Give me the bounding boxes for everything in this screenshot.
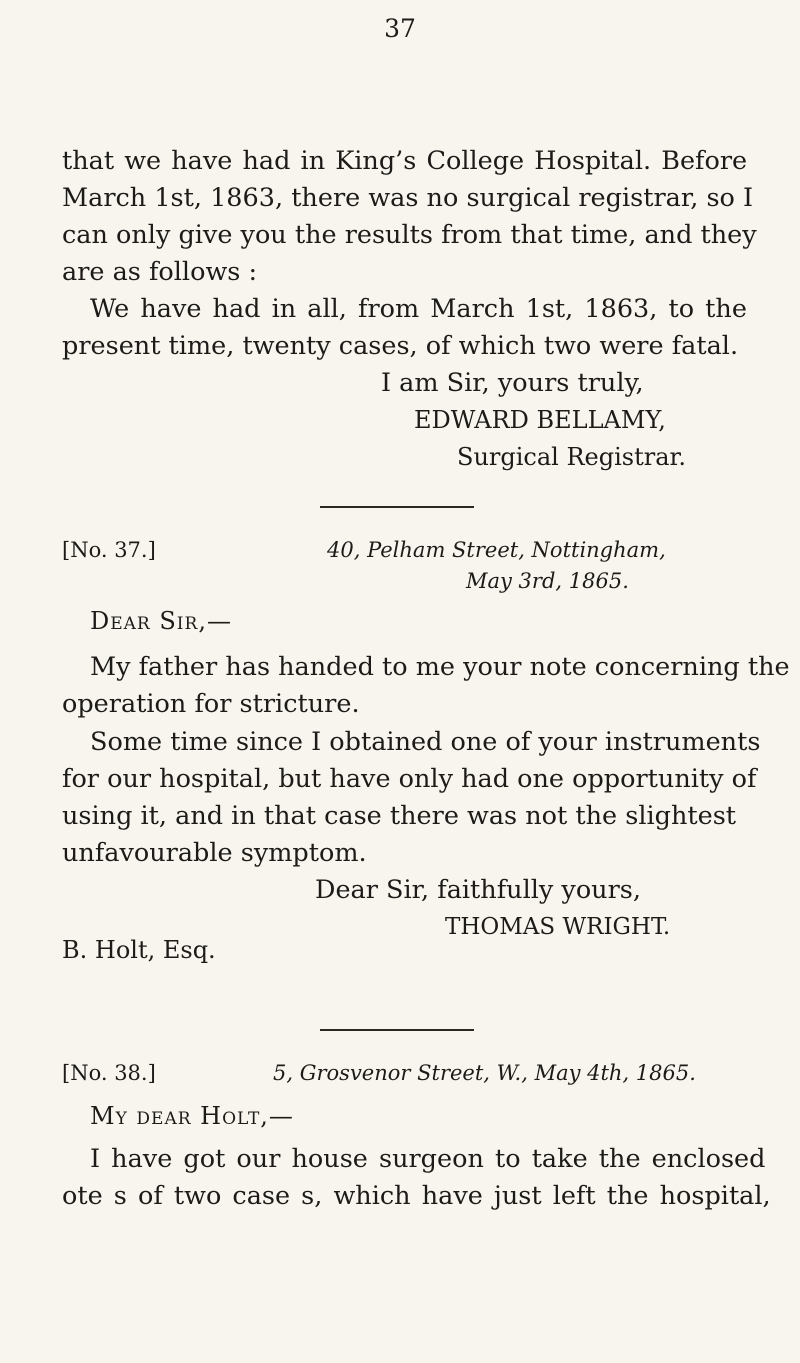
letter2-body-line-1: My father has handed to me your note concerning the xyxy=(90,652,790,682)
letter1-body-line-2: March 1st, 1863, there was no surgical registrar, so I xyxy=(62,183,754,213)
letter2-body-line-3: Some time since I obtained one of your instruments xyxy=(90,727,761,757)
section-divider-1 xyxy=(320,506,474,508)
letter2-date: May 3rd, 1865. xyxy=(466,569,629,593)
letter1-body-line-1: that we have had in King’s College Hospital. Before xyxy=(62,146,748,176)
letter3-number: [No. 38.] xyxy=(62,1061,156,1085)
letter2-recipient: B. Holt, Esq. xyxy=(62,936,216,964)
page-number: 37 xyxy=(384,14,416,43)
letter2-address: 40, Pelham Street, Nottingham, xyxy=(327,538,666,562)
letter1-body-line-4: are as follows : xyxy=(62,257,258,287)
letter2-body-line-2: operation for stricture. xyxy=(62,689,360,719)
letter1-signature: EDWARD BELLAMY, xyxy=(414,406,666,434)
letter1-closing: I am Sir, yours truly, xyxy=(381,368,644,398)
letter1-body-line-5: We have had in all, from March 1st, 1863, to the xyxy=(90,294,747,324)
letter2-salutation: Dear Sir,— xyxy=(90,607,232,635)
letter2-number: [No. 37.] xyxy=(62,538,156,562)
letter1-body-line-6: present time, twenty cases, of which two were fatal. xyxy=(62,331,739,361)
letter3-body-line-2: ote s of two case s, which have just left the hospital, xyxy=(62,1181,771,1211)
letter2-closing: Dear Sir, faithfully yours, xyxy=(315,875,641,905)
letter1-body-line-3: can only give you the results from that time, and they xyxy=(62,220,757,250)
letter2-signature: THOMAS WRIGHT. xyxy=(445,914,671,940)
letter3-address-date: 5, Grosvenor Street, W., May 4th, 1865. xyxy=(273,1061,696,1085)
letter2-body-line-6: unfavourable symptom. xyxy=(62,838,367,868)
letter1-title: Surgical Registrar. xyxy=(457,443,686,471)
letter2-body-line-5: using it, and in that case there was not the slightest xyxy=(62,801,737,831)
letter3-body-line-1: I have got our house surgeon to take the enclosed xyxy=(90,1144,766,1174)
letter3-salutation: My dear Holt,— xyxy=(90,1102,294,1130)
letter2-body-line-4: for our hospital, but have only had one opportunity of xyxy=(62,764,757,794)
section-divider-2 xyxy=(320,1029,474,1031)
